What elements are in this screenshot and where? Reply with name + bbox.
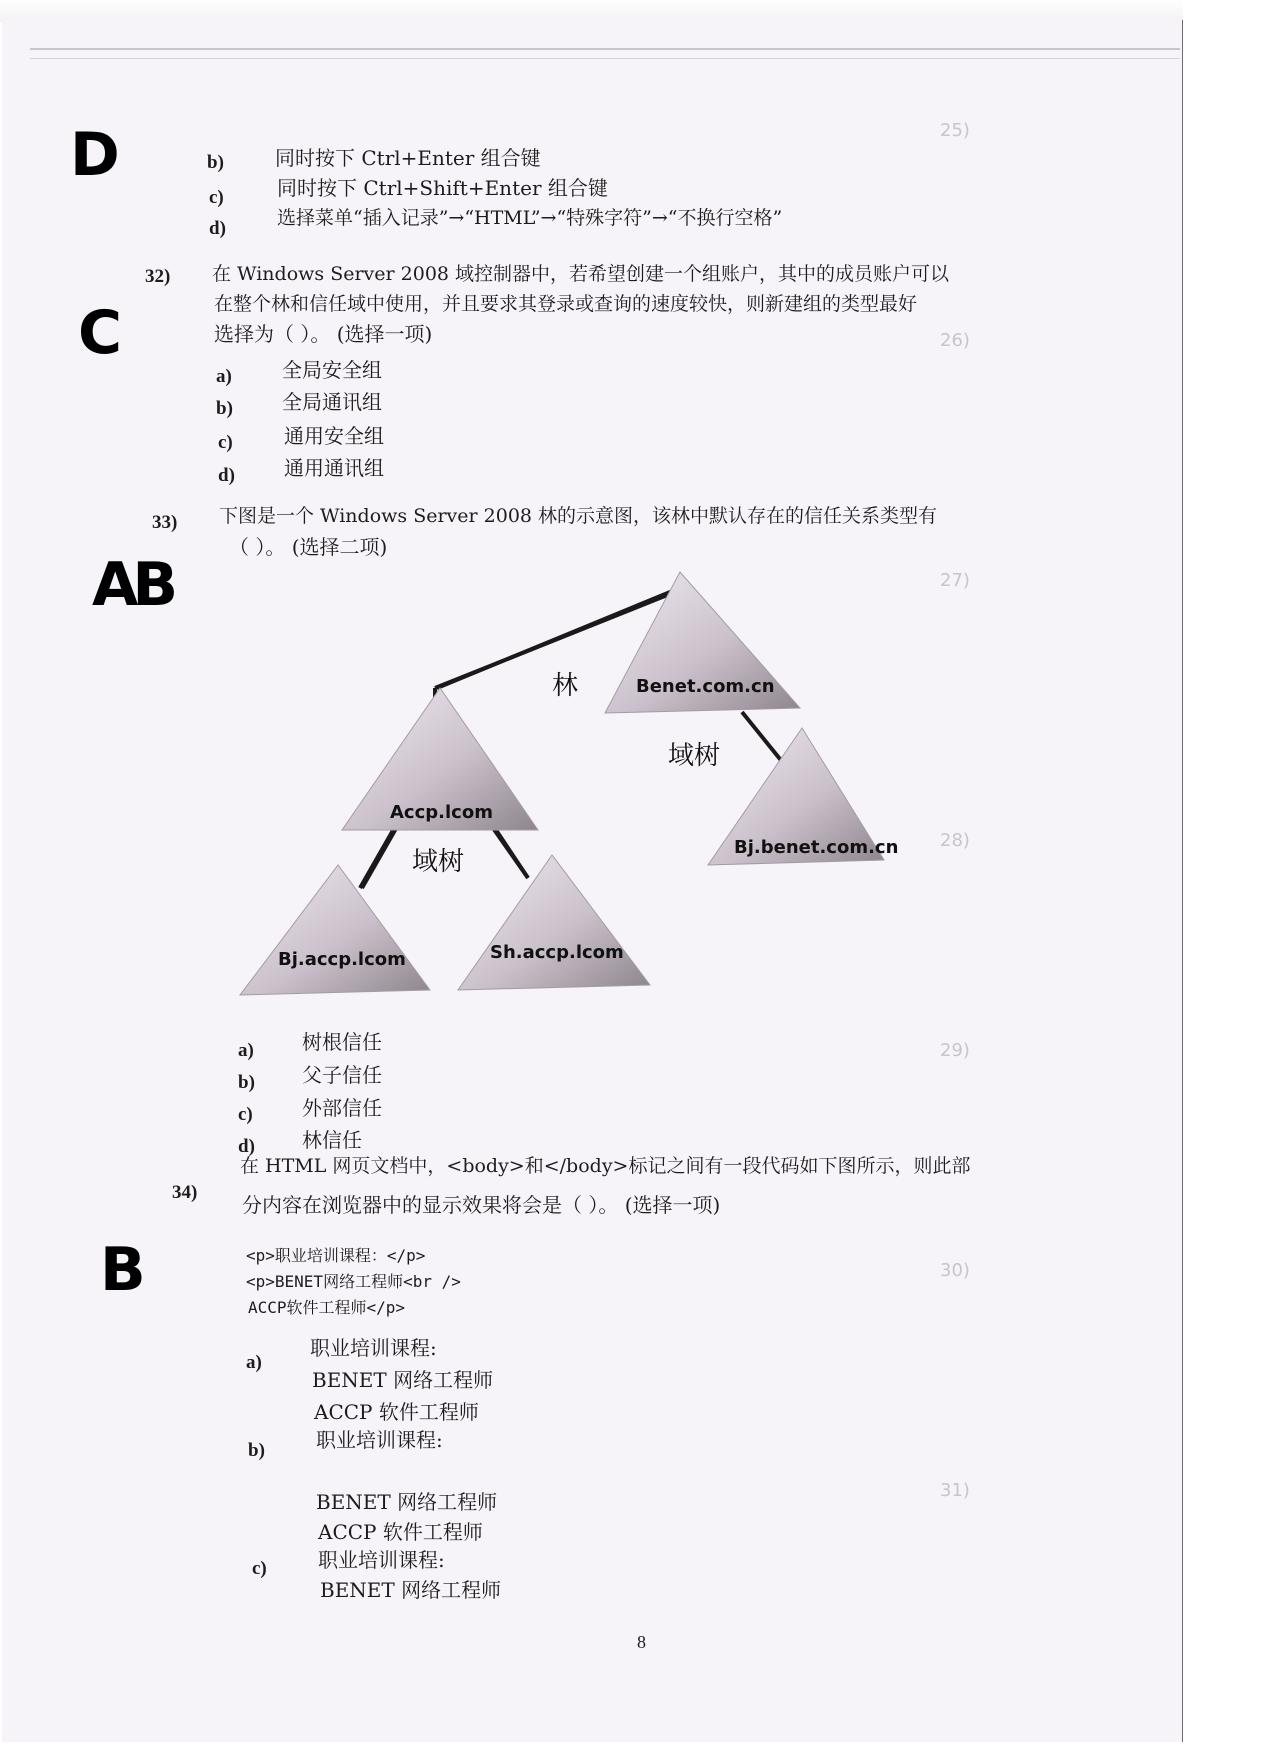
bleed-through-mark: 25) <box>940 120 970 141</box>
domain-triangle-sh-accp <box>458 855 650 990</box>
node-child-mid-label: Sh.accp.lcom <box>490 942 624 963</box>
domain-triangle-bj-accp <box>240 865 430 995</box>
q32-stem-line: 在 Windows Server 2008 域控制器中，若希望创建一个组账户，其中的成员账户可以 <box>212 263 950 285</box>
domain-tree-label-right: 域树 <box>668 741 721 771</box>
bleed-through-mark: 27) <box>940 570 970 591</box>
q31-option-label: c) <box>209 187 224 208</box>
q32-number: 32) <box>145 266 171 287</box>
q31-option-text: 同时按下 Ctrl+Shift+Enter 组合键 <box>277 176 608 200</box>
q33-number: 33) <box>152 512 178 533</box>
q32-option-text: 全局安全组 <box>282 358 382 382</box>
q34-code-line: <p>职业培训课程：</p> <box>246 1246 426 1265</box>
q33-option-text: 林信任 <box>302 1128 362 1152</box>
q34-option-b-line: BENET 网络工程师 <box>316 1490 498 1514</box>
bleed-through-mark: 26) <box>940 330 970 351</box>
q34-code-line: ACCP软件工程师</p> <box>248 1298 406 1317</box>
q34-option-a-line: ACCP 软件工程师 <box>314 1400 479 1424</box>
page-number: 8 <box>637 1632 646 1652</box>
q34-option-a-line: 职业培训课程: <box>310 1336 437 1360</box>
q32-option-text: 全局通讯组 <box>282 390 382 414</box>
q32-option-label: b) <box>216 398 233 419</box>
q33-stem-line: 下图是一个 Windows Server 2008 林的示意图，该林中默认存在的信任关系类型有 <box>219 505 938 527</box>
q33-option-text: 父子信任 <box>302 1063 382 1087</box>
node-root-label: Benet.com.cn <box>636 676 775 697</box>
handwritten-answer-q32: C <box>78 298 123 368</box>
q32-option-text: 通用安全组 <box>284 424 384 448</box>
q33-option-label: c) <box>238 1104 253 1125</box>
q34-option-label: c) <box>252 1558 267 1579</box>
q34-option-b-line: ACCP 软件工程师 <box>318 1520 483 1544</box>
node-child-right-label: Bj.benet.com.cn <box>734 837 899 858</box>
q34-option-c-line: 职业培训课程: <box>318 1548 445 1572</box>
q33-option-label: d) <box>238 1136 255 1157</box>
q31-option-text: 同时按下 Ctrl+Enter 组合键 <box>275 146 541 170</box>
bleed-through-mark: 29) <box>940 1040 970 1061</box>
handwritten-answer-q33: AB <box>92 550 173 620</box>
q34-option-label: b) <box>248 1440 265 1461</box>
q32-option-label: c) <box>218 432 233 453</box>
q34-option-label: a) <box>246 1352 262 1373</box>
q34-option-c-line: BENET 网络工程师 <box>320 1578 502 1602</box>
q33-stem-line: （ ）。 (选择二项) <box>229 535 388 559</box>
q34-stem-line: 分内容在浏览器中的显示效果将会是（ ）。 (选择一项) <box>242 1193 721 1217</box>
q32-option-text: 通用通讯组 <box>284 456 384 480</box>
q33-option-label: a) <box>238 1040 254 1061</box>
q34-number: 34) <box>172 1182 198 1203</box>
bleed-through-mark: 28) <box>940 830 970 851</box>
handwritten-answer-q34: B <box>100 1235 146 1305</box>
q33-option-label: b) <box>238 1072 255 1093</box>
q34-stem-line: 在 HTML 网页文档中，<body>和</body>标记之间有一段代码如下图所示，则此部 <box>240 1155 971 1177</box>
q32-stem-line: 在整个林和信任域中使用，并且要求其登录或查询的速度较快，则新建组的类型最好 <box>214 293 918 315</box>
q32-stem-line: 选择为（ ）。 (选择一项) <box>214 322 433 346</box>
bleed-through-mark: 30) <box>940 1260 970 1281</box>
q34-code-line: <p>BENET网络工程师<br /> <box>246 1272 461 1291</box>
forest-label: 林 <box>552 671 579 701</box>
q34-option-b-line: 职业培训课程: <box>316 1428 443 1452</box>
q31-option-text: 选择菜单“插入记录”→“HTML”→“特殊字符”→“不换行空格” <box>277 207 783 229</box>
handwritten-answer-q31: D <box>70 120 120 190</box>
q32-option-label: a) <box>216 366 232 387</box>
q34-option-a-line: BENET 网络工程师 <box>312 1368 494 1392</box>
q33-option-text: 外部信任 <box>302 1096 382 1120</box>
q31-option-label: d) <box>209 218 226 239</box>
domain-tree-label-left: 域树 <box>412 847 465 877</box>
q32-option-label: d) <box>218 465 235 486</box>
node-child-left-label: Bj.accp.lcom <box>278 949 406 970</box>
bleed-through-mark: 31) <box>940 1480 970 1501</box>
q33-option-text: 树根信任 <box>302 1030 382 1054</box>
node-tree2-root-label: Accp.lcom <box>390 802 493 823</box>
q31-option-label: b) <box>207 152 224 173</box>
